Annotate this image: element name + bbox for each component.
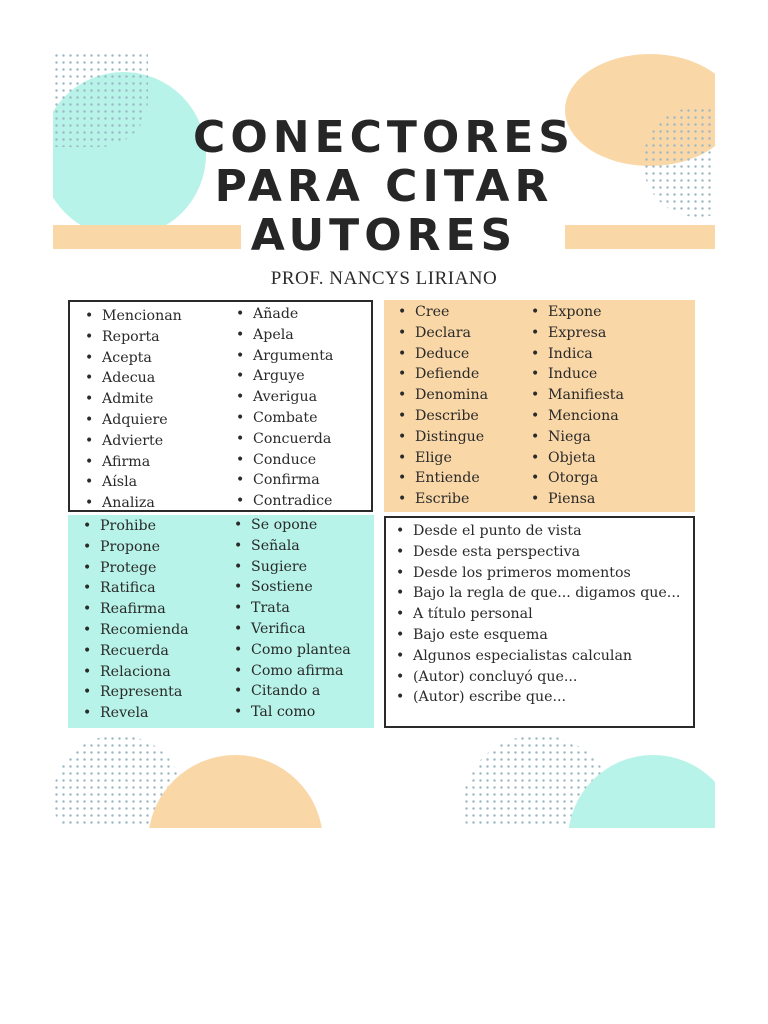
- title-line-3: AUTORES: [250, 210, 518, 261]
- list-item: • Entiende: [398, 468, 488, 489]
- list-item: • Mencionan: [85, 306, 182, 327]
- list-item: • Analiza: [85, 493, 182, 514]
- list-item: • Prohibe: [83, 516, 189, 537]
- list-item: • Aísla: [85, 472, 182, 493]
- list-item: • Afirma: [85, 452, 182, 473]
- list-item: • Acepta: [85, 348, 182, 369]
- list-item: • Otorga: [531, 468, 624, 489]
- list-item: • Relaciona: [83, 662, 189, 683]
- box-phrases: [384, 516, 695, 728]
- list-item: • Manifiesta: [531, 385, 624, 406]
- list-item: • Trata: [234, 598, 351, 619]
- list-item: • Añade: [236, 304, 333, 325]
- list-item: • Se opone: [234, 515, 351, 536]
- list-item: • Reafirma: [83, 599, 189, 620]
- verb-list-col1: [83, 516, 189, 724]
- verb-list-col1: [398, 302, 488, 510]
- list-item: • Indica: [531, 344, 624, 365]
- list-item: • Averigua: [236, 387, 333, 408]
- list-item: • Citando a: [234, 681, 351, 702]
- list-item: • A título personal: [396, 604, 681, 625]
- list-item: • Desde esta perspectiva: [396, 542, 681, 563]
- list-item: • Sugiere: [234, 557, 351, 578]
- list-item: • Revela: [83, 703, 189, 724]
- list-item: • Desde el punto de vista: [396, 521, 681, 542]
- list-item: • Induce: [531, 364, 624, 385]
- list-item: • Confirma: [236, 470, 333, 491]
- list-item: • Verifica: [234, 619, 351, 640]
- list-item: • Adquiere: [85, 410, 182, 431]
- list-item: • Escribe: [398, 489, 488, 510]
- list-item: • Combate: [236, 408, 333, 429]
- list-item: • Como afirma: [234, 661, 351, 682]
- list-item: • Como plantea: [234, 640, 351, 661]
- list-item: • Objeta: [531, 448, 624, 469]
- box-verbs-a-c: [68, 300, 373, 512]
- box-verbs-p-t: [68, 515, 374, 728]
- list-item: • Niega: [531, 427, 624, 448]
- list-item: • Contradice: [236, 491, 333, 512]
- poster: [53, 52, 715, 828]
- list-item: • Conduce: [236, 450, 333, 471]
- list-item: • Desde los primeros momentos: [396, 563, 681, 584]
- list-item: • Ratifica: [83, 578, 189, 599]
- verb-list-col1: [85, 306, 182, 514]
- list-item: • (Autor) escribe que...: [396, 687, 681, 708]
- list-item: • Deduce: [398, 344, 488, 365]
- list-item: • Representa: [83, 682, 189, 703]
- phrase-list: [396, 521, 681, 708]
- title-line-2: PARA CITAR: [214, 161, 554, 212]
- list-item: • Denomina: [398, 385, 488, 406]
- list-item: • Distingue: [398, 427, 488, 448]
- list-item: • Sostiene: [234, 577, 351, 598]
- list-item: • Menciona: [531, 406, 624, 427]
- verb-list-col2: [236, 304, 333, 512]
- list-item: • Expresa: [531, 323, 624, 344]
- list-item: • Piensa: [531, 489, 624, 510]
- list-item: • Admite: [85, 389, 182, 410]
- list-item: • Recuerda: [83, 641, 189, 662]
- list-item: • Expone: [531, 302, 624, 323]
- list-item: • Tal como: [234, 702, 351, 723]
- list-item: • Reporta: [85, 327, 182, 348]
- list-item: • Bajo este esquema: [396, 625, 681, 646]
- list-item: • Señala: [234, 536, 351, 557]
- list-item: • Arguye: [236, 366, 333, 387]
- list-item: • Defiende: [398, 364, 488, 385]
- list-item: • Cree: [398, 302, 488, 323]
- list-item: • Describe: [398, 406, 488, 427]
- list-item: • Recomienda: [83, 620, 189, 641]
- list-item: • Declara: [398, 323, 488, 344]
- list-item: • Propone: [83, 537, 189, 558]
- list-item: • Elige: [398, 448, 488, 469]
- list-item: • Advierte: [85, 431, 182, 452]
- list-item: • Adecua: [85, 368, 182, 389]
- list-item: • Algunos especialistas calculan: [396, 646, 681, 667]
- verb-list-col2: [531, 302, 624, 510]
- author-name: PROF. NANCYS LIRIANO: [270, 268, 498, 289]
- list-item: • Argumenta: [236, 346, 333, 367]
- title-line-1: CONECTORES: [193, 112, 575, 163]
- list-item: • Protege: [83, 558, 189, 579]
- list-item: • Bajo la regla de que... digamos que...: [396, 583, 681, 604]
- list-item: • Concuerda: [236, 429, 333, 450]
- list-item: • Apela: [236, 325, 333, 346]
- list-item: • (Autor) concluyó que...: [396, 667, 681, 688]
- box-verbs-c-p: [384, 300, 695, 512]
- verb-list-col2: [234, 515, 351, 723]
